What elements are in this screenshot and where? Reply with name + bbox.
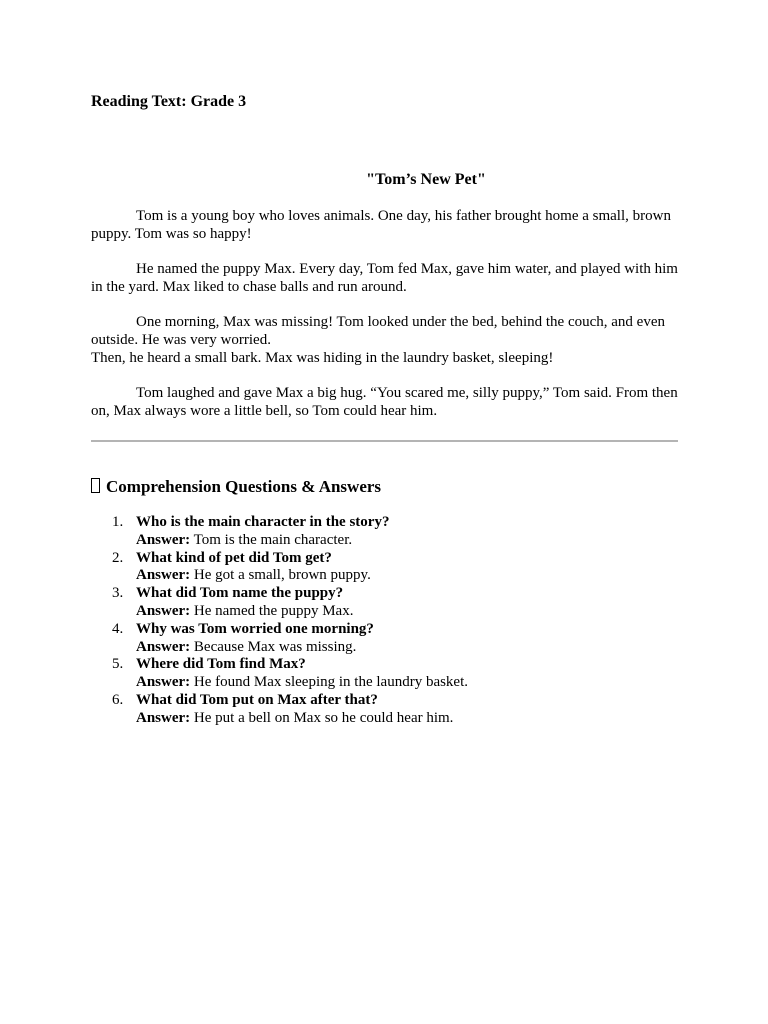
answer-label: Answer: [136,567,191,584]
answer-label: Answer: [136,602,191,619]
answer-text: He put a bell on Max so he could hear him. [193,709,454,726]
answer-label: Answer: [136,638,191,655]
list-item: 6. What did Tom put on Max after that? Answer: He put a bell on Max so he could hear him. [91,692,691,728]
box-icon [91,478,100,493]
list-item: 2. What kind of pet did Tom get? Answer: He got a small, brown puppy. [91,550,691,586]
answer-label: Answer: [136,709,191,726]
list-item: 1. Who is the main character in the story? Answer: Tom is the main character. [91,514,691,550]
section-title: Comprehension Questions & Answers [91,477,381,497]
question-text: Why was Tom worried one morning? [136,620,374,637]
list-item: 3. What did Tom name the puppy? Answer: He named the puppy Max. [91,585,691,621]
question-text: Who is the main character in the story? [136,514,390,530]
horizontal-divider [91,440,678,442]
answer-text: He found Max sleeping in the laundry basket. [193,674,469,691]
story-paragraph: He named the puppy Max. Every day, Tom fed Max, gave him water, and played with him in the yard. Max liked to chase balls and run around. [91,261,678,295]
page-heading: Reading Text: Grade 3 [91,93,247,110]
answer-label: Answer: [136,674,191,691]
answer-label: Answer: [136,531,191,548]
story-paragraph: One morning, Max was missing! Tom looked under the bed, behind the couch, and even outside. He was very worried. Then, he heard a small bark. Max was hiding in the laundry basket, sleeping! [91,314,665,366]
answer-text: Tom is the main character. [193,531,353,548]
list-item: 5. Where did Tom find Max? Answer: He found Max sleeping in the laundry basket. [91,656,691,692]
question-text: Where did Tom find Max? [136,656,306,673]
story-title: "Tom’s New Pet" [366,171,486,188]
story-paragraph: Tom laughed and gave Max a big hug. “You scared me, silly puppy,” Tom said. From then on, Max always wore a little bell, so Tom could hear him. [91,385,678,419]
question-list [91,514,691,728]
question-text: What kind of pet did Tom get? [136,549,332,566]
question-text: What did Tom name the puppy? [136,585,344,602]
answer-text: He named the puppy Max. [193,602,354,619]
story-text [91,207,681,420]
question-text: What did Tom put on Max after that? [136,691,378,708]
list-item: 4. Why was Tom worried one morning? Answer: Because Max was missing. [91,621,691,657]
story-paragraph: Tom is a young boy who loves animals. One day, his father brought home a small, brown puppy. Tom was so happy! [91,208,671,242]
answer-text: Because Max was missing. [193,638,357,655]
answer-text: He got a small, brown puppy. [193,567,371,584]
